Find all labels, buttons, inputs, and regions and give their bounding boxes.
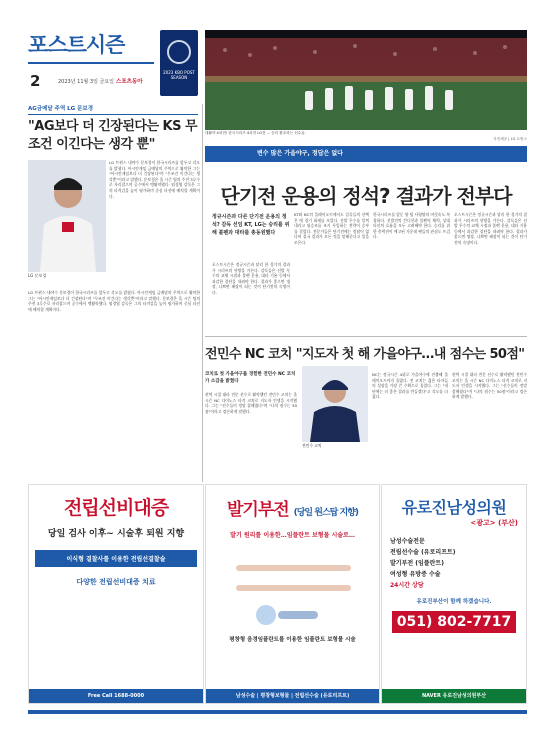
page-footer-bar (28, 710, 527, 714)
ad-clinic (381, 484, 527, 704)
main-lead: 정규시즌과 다른 단기전 운용의 정석? 감독 선임 KT, LG는 승리를 위해 불펜과 대타를 총동원했다 (212, 214, 290, 236)
second-body-col1: 현역 시절 대타 전문 선수로 활약했던 전민수 코치는 올 시즌 NC 다이노스 타격 코치로 지도자 인생을 시작했다. 그는 "선수들이 정말 잘해줬다"며 "나의 점수는 50점"이라고 겸손하게 말했다. (205, 392, 297, 414)
ad-clinic-phone[interactable]: 051) 802-7717 (392, 611, 516, 633)
masthead-rule (28, 62, 154, 64)
main-body-col2: KT와 NC의 플레이오프에서도 감독들의 선택은 매 경기 화제를 모았다. 선발 투수를 일찍 내리고 필승조를 조기 투입하는 전략이 승부를 갈랐다. 전문가들은 단기전에는 정답이 없다며 결국 결과가 모든 것을 말해준다고 입을 모은다. (294, 212, 369, 245)
top-photo-credit: 사진제공 | LG 트윈스 (493, 137, 527, 141)
ad-clinic-item: 전립선수술 (유로리프트) (390, 549, 456, 556)
ad-ed-footer: 남성수술 | 평창형보형물 | 전립선수술 (유로리프트) (206, 689, 379, 703)
ad-clinic-hours: 24시간 상담 (390, 582, 424, 589)
left-player-photo (28, 160, 106, 272)
column-divider (202, 104, 203, 482)
implant-diagram-image (206, 545, 380, 635)
ad-prostate-footer: Free Call 1688-0000 (29, 689, 203, 703)
ad-prostate-title: 전립선비대증 (63, 497, 169, 519)
ad-ed-line2: 평창형 음경임플란트를 이용한 임플란트 보형물 시술 (229, 637, 356, 643)
second-headline: 전민수 NC 코치 "지도자 첫 해 가을야구…내 점수는 50점" (205, 347, 525, 362)
coach-photo-caption: 전민수 코치 (302, 443, 322, 448)
ad-ed-subtitle: (당일 원스탑 지향) (293, 508, 358, 518)
postseason-emblem (160, 30, 198, 96)
ad-clinic-list (382, 528, 526, 591)
ad-ed-line1: 발기 원리를 이용한…임플란트 보형물 시술로… (230, 532, 355, 539)
main-kicker: 변수 많은 가을야구, 정답은 없다 (205, 146, 527, 162)
ad-clinic-footer: NAVER 유로진남성의원부산 (382, 689, 526, 703)
top-photo (205, 30, 527, 130)
second-body-col2: NC는 정규시즌 4위로 가을야구에 진출해 플레이오프까지 올랐다. 전 코치는 젊은 타자들의 성장을 가장 큰 수확으로 꼽았다. 그는 "내년에는 더 좋은 결과를 만들겠다"고 각오를 다졌다. (372, 372, 448, 400)
main-body-col1: 포스트시즌은 정규시즌과 달리 한 경기의 결과가 시리즈의 향방을 가른다. 감독들은 선발 투수의 교체 시점과 불펜 운용, 대타 기용 등에서 과감한 결단을 내려야 한다. 결과가 좋으면 명장, 나쁘면 패장이 되는 것이 단기전의 숙명이다. (212, 262, 290, 295)
coach-portrait-image (302, 366, 368, 442)
stadium-crowd-image (205, 30, 527, 130)
left-section-label: AG금메달 주역 LG 문보경 (28, 104, 198, 115)
main-headline: 단기전 운용의 정석? 결과가 전부다 (220, 184, 512, 208)
ad-clinic-item: 발기부전 (임플란트) (390, 560, 444, 567)
main-body-col4: 포스트시즌은 정규시즌과 달리 한 경기의 결과가 시리즈의 향방을 가른다. 감독들은 선발 투수의 교체 시점과 불펜 운용, 대타 기용 등에서 과감한 결단을 내려야 한다. 결과가 좋으면 명장, 나쁘면 패장이 되는 것이 단기전의 숙명이다. (454, 212, 527, 245)
ad-ed-title-wrap (206, 495, 379, 520)
top-photo-caption: 대활약 4차전! 한국시리즈 4차전 LG전 ... 승리 환호하는 선수들. (205, 131, 306, 135)
second-lead: 코치로 첫 가을야구를 경험한 전민수 NC 코치가 소감을 밝혔다 (205, 372, 296, 384)
ad-clinic-tag: <광고> (부산) (470, 519, 518, 527)
masthead-title: 포스트시즌 (28, 33, 125, 57)
ad-clinic-item: 남성수술전문 (390, 538, 425, 545)
left-photo-caption: LG 문보경 (28, 273, 47, 278)
ad-clinic-slogan: 유로진부산이 함께 하겠습니다. (416, 599, 492, 605)
emblem-ring-icon (167, 40, 191, 64)
main-body-col3: 한국시리즈를 앞둔 양 팀 사령탑의 머릿속도 복잡하다. 선발진의 컨디션과 불펜의 체력, 상대 타선의 흐름을 모두 고려해야 한다. 승리를 위한 총력전이 예고된 가운데 팬들의 관심도 뜨겁다. (373, 212, 450, 240)
publisher-logo: 스포츠동아 (116, 79, 143, 85)
ad-prostate-line1: 당일 검사 이후~ 시술후 퇴원 지향 (47, 529, 185, 539)
ad-ed-title: 발기부전 (227, 500, 289, 520)
issue-date: 2023년 11월 3일 금요일 (58, 79, 115, 85)
ad-prostate-line3: 다양한 전립선비대증 치료 (76, 578, 156, 586)
player-portrait-image (28, 160, 106, 272)
ad-clinic-item: 여성형 유방증 수술 (390, 571, 441, 578)
ad-prostate (28, 484, 204, 704)
coach-photo (302, 366, 368, 442)
page-number: 2 (30, 72, 41, 90)
second-body-col3: 현역 시절 대타 전문 선수로 활약했던 전민수 코치는 올 시즌 NC 다이노스 타격 코치로 지도자 인생을 시작했다. 그는 "선수들이 정말 잘해줬다"며 "나의 점수는 50점"이라고 겸손하게 말했다. (452, 372, 527, 400)
ad-prostate-line2: 이식형 결찰사를 이용한 전립선결찰술 (35, 550, 197, 567)
masthead (28, 30, 158, 95)
story-divider (205, 336, 527, 337)
left-story-body: LG 트윈스 내야수 문보경이 한국시리즈를 앞두고 각오를 밝혔다. 아시안게임 금메달의 주역으로 활약한 그는 "아시안게임보다 더 긴장된다"며 "무조건 이긴다는 생각뿐"이라고 말했다. 문보경은 올 시즌 팀의 주전 3루수로 자리잡으며 공수에서 맹활약했다. 염경엽 감독은 그의 타격감을 높이 평가하며 중심 타선에 배치할 계획이다. (28, 290, 200, 312)
left-story-body-top: LG 트윈스 내야수 문보경이 한국시리즈를 앞두고 각오를 밝혔다. 아시안게임 금메달의 주역으로 활약한 그는 "아시안게임보다 더 긴장된다"며 "무조건 이긴다는 생각뿐"이라고 말했다. 문보경은 올 시즌 팀의 주전 3루수로 자리잡으며 공수에서 맹활약했다. 염경엽 감독은 그의 타격감을 높이 평가하며 중심 타선에 배치할 계획이다. (109, 160, 200, 199)
emblem-text: 2023 KBO POST SEASON (163, 70, 195, 80)
ad-ed (205, 484, 380, 704)
ad-clinic-title: 유로진남성의원 (401, 498, 507, 517)
left-headline: "AG보다 더 긴장된다는 KS 무조건 이긴다는 생각 뿐" (28, 119, 198, 152)
